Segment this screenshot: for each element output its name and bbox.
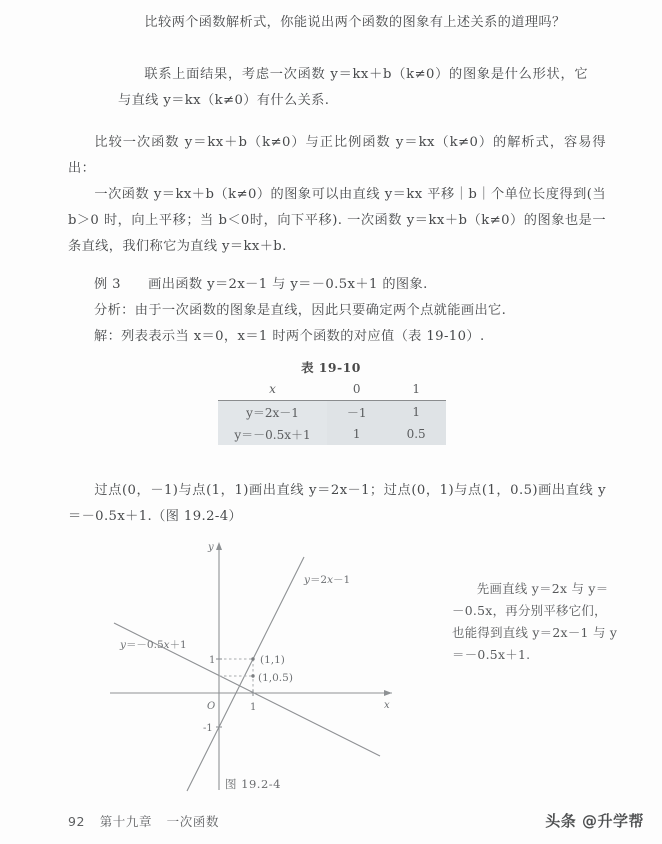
y-tick-label-neg1: -1: [203, 723, 213, 734]
example-heading: [94, 272, 606, 298]
point-marker-1-1: [251, 657, 254, 660]
graph-svg: [108, 536, 398, 804]
footer-section: 一次函数: [166, 814, 220, 829]
table-header-1: 1: [386, 378, 446, 401]
table-cell-line2-x0: 1: [327, 423, 386, 445]
example-label: 例 3: [94, 277, 121, 292]
table-cell-line2-x1: 0.5: [386, 423, 446, 445]
table-row: [218, 401, 446, 424]
x-axis-label: x: [384, 700, 390, 711]
point-marker-1-05: [251, 674, 254, 677]
point-label-1-1: (1,1): [260, 654, 285, 666]
paragraph-compare-with-proportional: 比较一次函数 y＝kx＋b（k≠0）与正比例函数 y＝kx（k≠0）的解析式，容易得出：: [68, 135, 606, 176]
y-tick-label-1: 1: [209, 655, 216, 666]
paragraph-draw-through-points: 过点(0，－1)与点(1，1)画出直线 y＝2x－1；过点(0，1)与点(1，0.5)画出直线 y＝－0.5x＋1.（图 19.2-4）: [68, 483, 606, 524]
figure-graph-two-lines: [108, 536, 398, 804]
footer-page-number: 92: [68, 814, 86, 829]
line2-label: y＝－0.5x＋1: [120, 639, 187, 651]
table-header-row: [218, 378, 446, 401]
paragraph-consider-linear-function: 联系上面结果，考虑一次函数 y＝kx＋b（k≠0）的图象是什么形状，它与直线 y＝kx（k≠0）有什么关系.: [118, 67, 588, 108]
table-row-label-line1: y＝2x－1: [218, 401, 327, 424]
table-cell-line1-x0: －1: [327, 401, 386, 424]
page-footer: [68, 812, 219, 830]
paragraph-compare-analytic-expressions: 比较两个函数解析式，你能说出两个函数的图象有上述关系的道理吗？: [144, 15, 566, 30]
correspondence-value-table: [218, 378, 446, 445]
example-analysis: 分析：由于一次函数的图象是直线，因此只要确定两个点就能画出它.: [94, 303, 507, 318]
y-axis-label: y: [208, 542, 214, 553]
paragraph-translation-rule: 一次函数 y＝kx＋b（k≠0）的图象可以由直线 y＝kx 平移｜b｜个单位长度得到(当 b＞0 时，向上平移；当 b＜0时，向下平移). 一次函数 y＝kx＋b（k≠0）的图象也是一条直线，我们称它为直线 y＝kx＋b.: [68, 187, 606, 254]
point-label-1-05: (1,0.5): [258, 672, 293, 684]
margin-note-translation-tip: 先画直线 y＝2x 与 y＝－0.5x，再分别平移它们，也能得到直线 y＝2x－1 与 y＝－0.5x＋1.: [452, 581, 618, 662]
table-cell-line1-x1: 1: [386, 401, 446, 424]
x-tick-label-1: 1: [250, 702, 257, 713]
table-caption: 表 19-10: [301, 360, 361, 375]
figure-caption: 图 19.2-4: [225, 777, 281, 791]
table-row: [218, 423, 446, 445]
origin-label: O: [207, 701, 216, 712]
table-header-x: x: [218, 378, 327, 401]
x-axis-arrow: [384, 690, 392, 696]
table-row-label-line2: y＝－0.5x＋1: [218, 423, 327, 445]
table-header-0: 0: [327, 378, 386, 401]
footer-chapter: 第十九章: [99, 814, 153, 829]
example-statement: 画出函数 y＝2x－1 与 y＝－0.5x＋1 的图象.: [148, 277, 428, 292]
line1-label: y＝2x－1: [304, 574, 351, 586]
example-solution: 解：列表表示当 x＝0，x＝1 时两个函数的对应值（表 19-10）.: [94, 329, 485, 344]
y-axis-arrow: [216, 542, 222, 550]
watermark: 头条 @升学帮: [545, 812, 644, 830]
